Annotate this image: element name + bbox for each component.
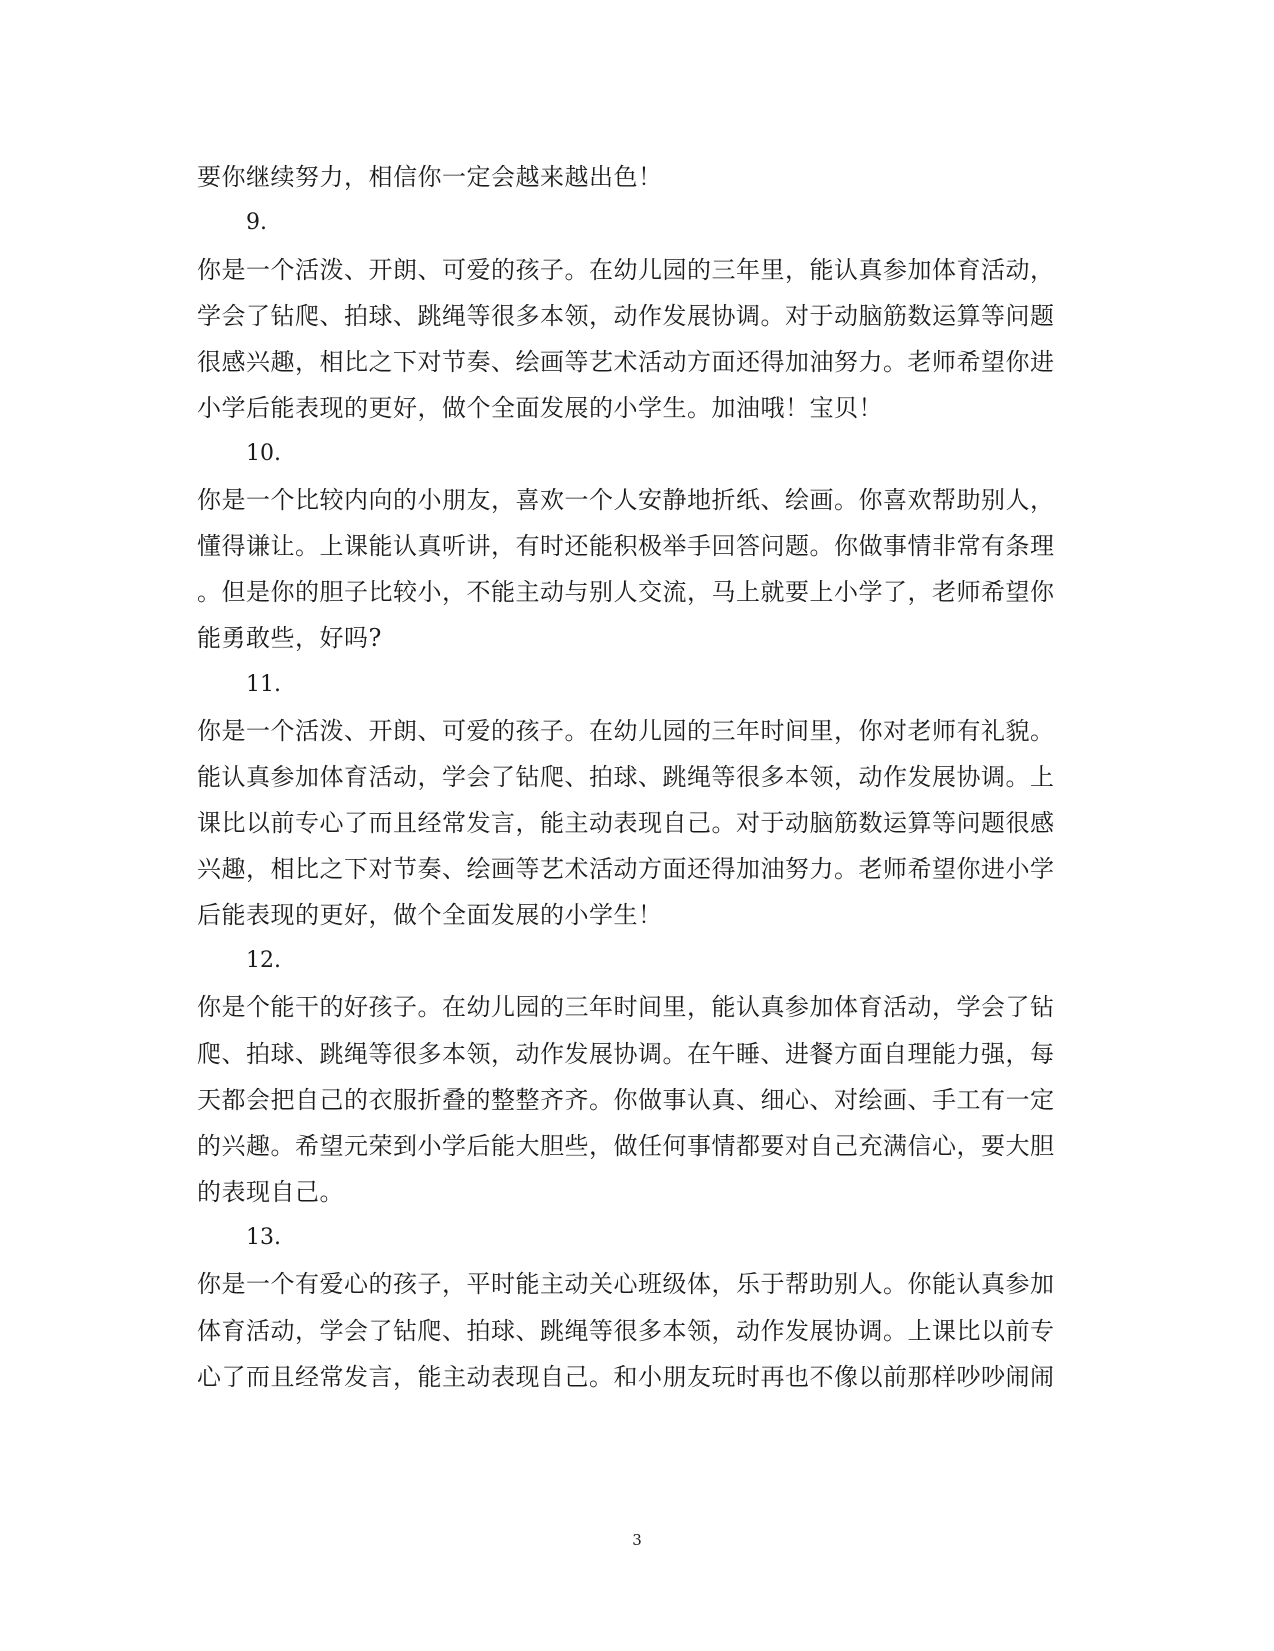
text-line: 体育活动，学会了钻爬、拍球、跳绳等很多本领，动作发展协调。上课比以前专 [197, 1317, 1055, 1345]
text-line: 后能表现的更好，做个全面发展的小学生！ [197, 901, 663, 929]
text-line: 的表现自己。 [197, 1178, 344, 1206]
item-number: 10. [246, 441, 281, 466]
text-line: 课比以前专心了而且经常发言，能主动表现自己。对于动脑筋数运算等问题很感 [197, 809, 1055, 837]
item-number: 12. [246, 948, 281, 973]
text-line: 心了而且经常发言，能主动表现自己。和小朋友玩时再也不像以前那样吵吵闹闹 [197, 1363, 1055, 1391]
text-line: 能认真参加体育活动，学会了钻爬、拍球、跳绳等很多本领，动作发展协调。上 [197, 763, 1055, 791]
item-number: 13. [246, 1225, 281, 1250]
text-line: 兴趣，相比之下对节奏、绘画等艺术活动方面还得加油努力。老师希望你进小学 [197, 855, 1055, 883]
text-line: 的兴趣。希望元荣到小学后能大胆些，做任何事情都要对自己充满信心，要大胆 [197, 1132, 1055, 1160]
text-line: 你是个能干的好孩子。在幼儿园的三年时间里，能认真参加体育活动，学会了钻 [197, 993, 1055, 1021]
text-line: 爬、拍球、跳绳等很多本领，动作发展协调。在午睡、进餐方面自理能力强，每 [197, 1040, 1055, 1068]
text-line: 很感兴趣，相比之下对节奏、绘画等艺术活动方面还得加油努力。老师希望你进 [197, 348, 1055, 376]
item-number: 9. [246, 210, 267, 235]
item-number: 11. [246, 672, 281, 697]
text-line: 要你继续努力，相信你一定会越来越出色！ [197, 163, 663, 191]
text-line: 你是一个有爱心的孩子，平时能主动关心班级体，乐于帮助别人。你能认真参加 [197, 1270, 1055, 1298]
text-line: 能勇敢些，好吗? [197, 624, 382, 652]
text-line: 你是一个活泼、开朗、可爱的孩子。在幼儿园的三年时间里，你对老师有礼貌。 [197, 717, 1055, 745]
text-line: 小学后能表现的更好，做个全面发展的小学生。加油哦！宝贝！ [197, 394, 883, 422]
text-line: 你是一个比较内向的小朋友，喜欢一个人安静地折纸、绘画。你喜欢帮助别人， [197, 486, 1055, 514]
text-line: 天都会把自己的衣服折叠的整整齐齐。你做事认真、细心、对绘画、手工有一定 [197, 1086, 1055, 1114]
text-line: 学会了钻爬、拍球、跳绳等很多本领，动作发展协调。对于动脑筋数运算等问题 [197, 302, 1055, 330]
text-line: 你是一个活泼、开朗、可爱的孩子。在幼儿园的三年里，能认真参加体育活动， [197, 256, 1055, 284]
page-number: 3 [632, 1531, 642, 1549]
text-line: 懂得谦让。上课能认真听讲，有时还能积极举手回答问题。你做事情非常有条理 [197, 532, 1055, 560]
text-line: 。但是你的胆子比较小，不能主动与别人交流，马上就要上小学了，老师希望你 [197, 578, 1055, 606]
